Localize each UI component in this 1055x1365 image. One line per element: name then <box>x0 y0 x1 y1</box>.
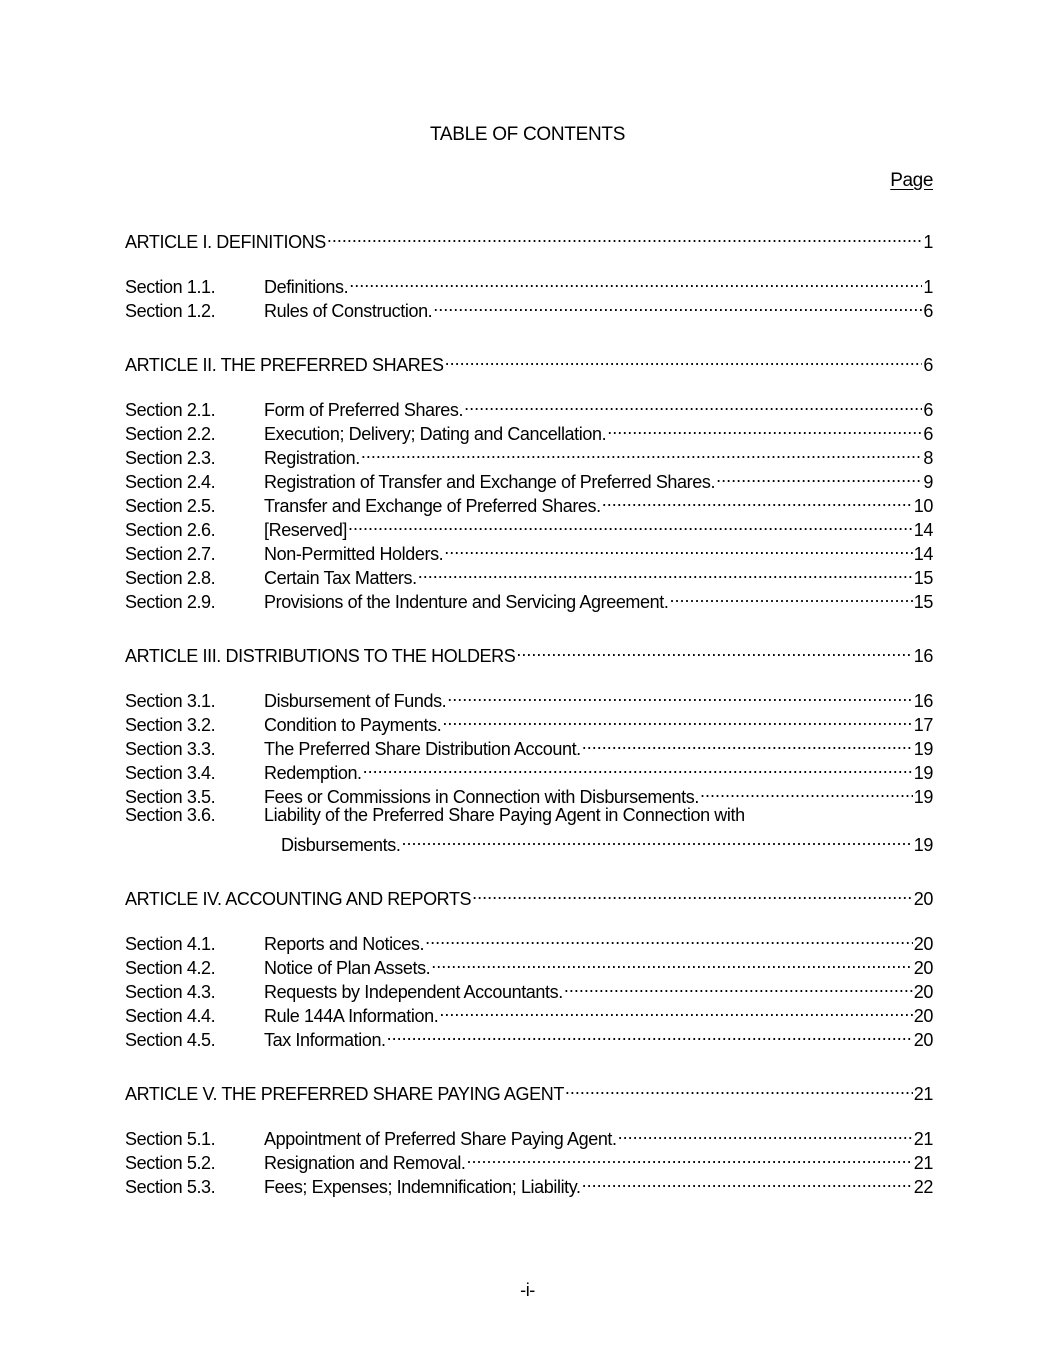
section-number: Section 2.8. <box>125 568 216 588</box>
section-title: The Preferred Share Distribution Account. <box>264 739 581 759</box>
section-number: Section 1.2. <box>125 301 216 321</box>
section-number: Section 3.6. <box>125 805 216 825</box>
page-number: 19 <box>913 739 933 759</box>
dot-leader <box>361 440 923 464</box>
toc-article-entry[interactable] <box>125 881 933 909</box>
section-title: Appointment of Preferred Share Paying Agent. <box>264 1129 617 1149</box>
section-number: Section 2.4. <box>125 472 216 492</box>
section-number: Section 4.3. <box>125 982 216 1002</box>
section-number: Section 2.9. <box>125 592 216 612</box>
toc-section-entry[interactable] <box>125 1121 933 1149</box>
section-number: Section 4.1. <box>125 934 216 954</box>
dot-leader <box>425 926 913 950</box>
section-title: [Reserved] <box>264 520 348 540</box>
section-number: Section 2.3. <box>125 448 216 468</box>
section-number: Section 5.1. <box>125 1129 216 1149</box>
section-number: Section 5.2. <box>125 1153 216 1173</box>
page-number: 20 <box>913 889 933 909</box>
section-number: Section 3.1. <box>125 691 216 711</box>
section-number: Section 3.2. <box>125 715 216 735</box>
toc-section-entry[interactable] <box>125 269 933 297</box>
page-number: 20 <box>913 958 933 978</box>
toc-article-group <box>125 347 933 612</box>
section-title: Tax Information. <box>264 1030 386 1050</box>
article-heading: ARTICLE V. THE PREFERRED SHARE PAYING AGENT <box>125 1084 564 1104</box>
dot-leader <box>582 1169 913 1193</box>
section-title: Liability of the Preferred Share Paying Agent in Connection with <box>264 805 745 825</box>
dot-leader <box>363 755 913 779</box>
dot-leader <box>607 416 922 440</box>
section-number: Section 5.3. <box>125 1177 216 1197</box>
toc-section-entry[interactable] <box>125 926 933 954</box>
dot-leader <box>348 512 913 536</box>
page-number: 16 <box>913 646 933 666</box>
page-number: 19 <box>913 835 933 855</box>
section-title: Registration. <box>264 448 360 468</box>
dot-leader <box>445 347 923 371</box>
article-heading: ARTICLE IV. ACCOUNTING AND REPORTS <box>125 889 472 909</box>
page-number: 10 <box>913 496 933 516</box>
article-heading: ARTICLE I. DEFINITIONS <box>125 232 326 252</box>
page-number: 1 <box>923 277 933 297</box>
dot-leader <box>387 1022 913 1046</box>
page-number: 6 <box>923 301 933 321</box>
dot-leader <box>467 1145 913 1169</box>
section-title: Provisions of the Indenture and Servicing Agreement. <box>264 592 669 612</box>
page-number: 19 <box>913 763 933 783</box>
section-number: Section 2.2. <box>125 424 216 444</box>
page-number: 21 <box>913 1129 933 1149</box>
section-number: Section 3.5. <box>125 787 216 807</box>
page-number: 9 <box>923 472 933 492</box>
page-number: 22 <box>913 1177 933 1197</box>
dot-leader <box>418 560 913 584</box>
page-number: 21 <box>913 1084 933 1104</box>
dot-leader <box>464 392 922 416</box>
page-number: 20 <box>913 1006 933 1026</box>
section-title: Notice of Plan Assets. <box>264 958 431 978</box>
article-heading: ARTICLE III. DISTRIBUTIONS TO THE HOLDERS <box>125 646 516 666</box>
section-title: Rule 144A Information. <box>264 1006 439 1026</box>
section-number: Section 1.1. <box>125 277 216 297</box>
toc-article-entry[interactable] <box>125 1076 933 1104</box>
page-number: 20 <box>913 982 933 1002</box>
toc-section-entry[interactable] <box>125 683 933 711</box>
section-number: Section 3.3. <box>125 739 216 759</box>
dot-leader <box>327 224 922 248</box>
section-title: Redemption. <box>264 763 362 783</box>
toc-article-entry[interactable] <box>125 638 933 666</box>
section-title: Resignation and Removal. <box>264 1153 466 1173</box>
section-title: Non-Permitted Holders. <box>264 544 444 564</box>
toc-article-group <box>125 881 933 1050</box>
section-title: Form of Preferred Shares. <box>264 400 464 420</box>
section-title: Execution; Delivery; Dating and Cancellation. <box>264 424 607 444</box>
section-number: Section 2.6. <box>125 520 216 540</box>
dot-leader <box>516 638 912 662</box>
section-title: Reports and Notices. <box>264 934 425 954</box>
toc-article-group <box>125 224 933 321</box>
dot-leader <box>565 1076 913 1100</box>
section-number: Section 4.2. <box>125 958 216 978</box>
section-title: Certain Tax Matters. <box>264 568 417 588</box>
dot-leader <box>602 488 913 512</box>
page-number: 15 <box>913 592 933 612</box>
dot-leader <box>433 293 922 317</box>
section-title: Transfer and Exchange of Preferred Shares. <box>264 496 601 516</box>
dot-leader <box>444 536 912 560</box>
toc-section-continuation[interactable] <box>125 827 933 855</box>
page-number: 6 <box>923 424 933 444</box>
page-number: 14 <box>913 544 933 564</box>
page-number: 6 <box>923 355 933 375</box>
section-title: Fees or Commissions in Connection with Disbursements. <box>264 787 699 807</box>
page-number: 6 <box>923 400 933 420</box>
section-number: Section 2.5. <box>125 496 216 516</box>
dot-leader <box>564 974 913 998</box>
dot-leader <box>401 827 912 851</box>
toc-section-entry[interactable] <box>125 392 933 420</box>
section-title: Disbursement of Funds. <box>264 691 447 711</box>
page-number: 14 <box>913 520 933 540</box>
dot-leader <box>349 269 922 293</box>
dot-leader <box>472 881 913 905</box>
dot-leader <box>582 731 913 755</box>
section-title: Requests by Independent Accountants. <box>264 982 563 1002</box>
article-heading: ARTICLE II. THE PREFERRED SHARES <box>125 355 444 375</box>
section-number: Section 2.7. <box>125 544 216 564</box>
page-number: 20 <box>913 1030 933 1050</box>
toc-article-group <box>125 638 933 855</box>
page-column-header: Page <box>890 170 933 191</box>
section-title-continuation: Disbursements. <box>281 835 401 855</box>
page-number: 17 <box>913 715 933 735</box>
section-number: Section 2.1. <box>125 400 216 420</box>
dot-leader <box>700 779 913 803</box>
toc-article-entry[interactable] <box>125 347 933 375</box>
section-title: Registration of Transfer and Exchange of Preferred Shares. <box>264 472 716 492</box>
section-number: Section 4.4. <box>125 1006 216 1026</box>
dot-leader <box>669 584 912 608</box>
toc-article-group <box>125 1076 933 1197</box>
dot-leader <box>716 464 922 488</box>
section-number: Section 3.4. <box>125 763 216 783</box>
section-title: Definitions. <box>264 277 349 297</box>
toc-section-entry[interactable] <box>125 803 933 827</box>
table-of-contents <box>125 224 933 1197</box>
page-number: 15 <box>913 568 933 588</box>
page-number: 21 <box>913 1153 933 1173</box>
dot-leader <box>618 1121 913 1145</box>
section-title: Fees; Expenses; Indemnification; Liability. <box>264 1177 581 1197</box>
page-number: 1 <box>923 232 933 252</box>
dot-leader <box>431 950 912 974</box>
page-number: 8 <box>923 448 933 468</box>
dot-leader <box>447 683 912 707</box>
page-title: TABLE OF CONTENTS <box>429 124 626 145</box>
section-number: Section 4.5. <box>125 1030 216 1050</box>
toc-article-entry[interactable] <box>125 224 933 252</box>
section-title: Condition to Payments. <box>264 715 442 735</box>
page-number: 19 <box>913 787 933 807</box>
footer-page-number: -i- <box>520 1280 535 1300</box>
page-number: 16 <box>913 691 933 711</box>
page-number: 20 <box>913 934 933 954</box>
section-title: Rules of Construction. <box>264 301 433 321</box>
dot-leader <box>439 998 912 1022</box>
dot-leader <box>442 707 912 731</box>
